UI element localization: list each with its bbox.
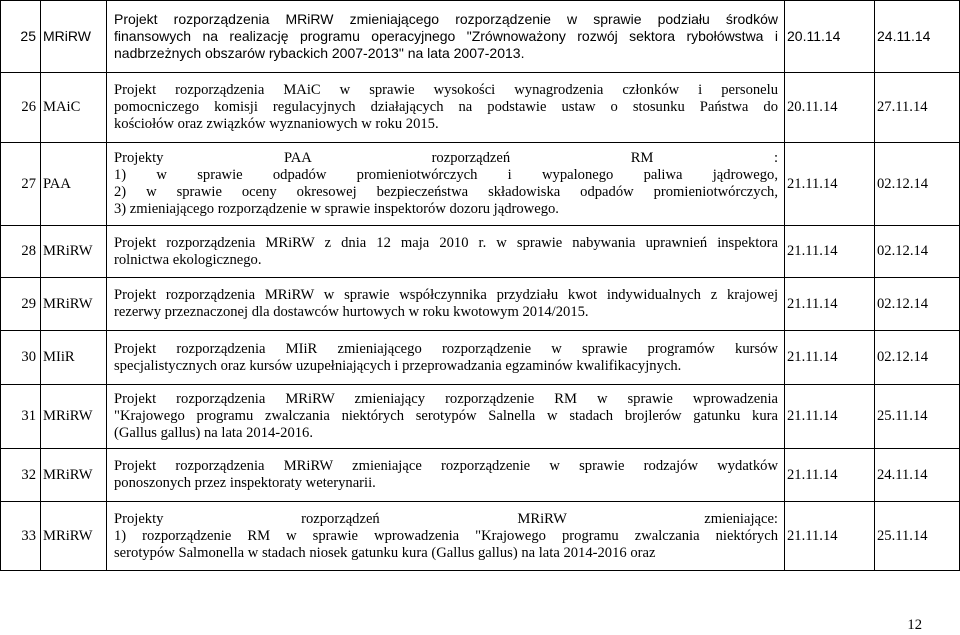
row-description [107, 385, 785, 449]
row-date-received: 21.11.14 [785, 502, 875, 571]
table-row [1, 449, 960, 502]
row-number: 29 [1, 278, 41, 331]
row-number: 25 [1, 1, 41, 73]
description-line: Projekty PAA rozporządzeń RM : [114, 150, 778, 166]
row-number: 32 [1, 449, 41, 502]
row-number: 31 [1, 385, 41, 449]
description-line: ponoszonych przez inspektoraty weterynarii. [114, 475, 376, 491]
row-organ: MAiC [41, 73, 107, 143]
row-date-deadline: 02.12.14 [875, 143, 960, 226]
row-organ: MIiR [41, 331, 107, 385]
description-line: Projekty rozporządzeń MRiRW zmieniające: [114, 510, 778, 527]
description-line: Projekt rozporządzenia MRiRW w sprawie współczynnika przydziału kwot indywidualnych z krajowej [114, 287, 778, 303]
row-date-received: 20.11.14 [785, 1, 875, 73]
table-row [1, 502, 960, 571]
row-description [107, 73, 785, 143]
row-description [107, 449, 785, 502]
table-row [1, 1, 960, 73]
description-line: pomocniczego komisji regulacyjnych działających na podstawie ustaw o stosunku Państwa do [114, 99, 778, 115]
table-row [1, 331, 960, 385]
description-line: Projekt rozporządzenia MIiR zmieniającego rozporządzenie w sprawie programów kursów [114, 340, 778, 357]
row-date-received: 21.11.14 [785, 385, 875, 449]
description-line: Projekt rozporządzenia MRiRW zmieniającego rozporządzenie w sprawie podziału środków [114, 11, 778, 27]
row-date-deadline: 02.12.14 [875, 331, 960, 385]
row-description [107, 502, 785, 571]
description-line: (Gallus gallus) na lata 2014-2016. [114, 425, 313, 441]
row-number: 30 [1, 331, 41, 385]
table-row [1, 278, 960, 331]
row-date-deadline: 24.11.14 [875, 449, 960, 502]
row-date-deadline: 25.11.14 [875, 385, 960, 449]
row-date-deadline: 25.11.14 [875, 502, 960, 571]
row-date-deadline: 24.11.14 [875, 1, 960, 73]
row-organ: MRiRW [41, 502, 107, 571]
description-line: "Krajowego programu zwalczania niektórych serotypów Salnella w stadach brojlerów gatunku kura [114, 408, 778, 424]
row-description [107, 226, 785, 278]
description-line: 1) rozporządzenie RM w sprawie wprowadzenia "Krajowego programu zwalczania niektórych [114, 527, 778, 544]
row-date-deadline: 02.12.14 [875, 278, 960, 331]
row-date-deadline: 02.12.14 [875, 226, 960, 278]
row-number: 28 [1, 226, 41, 278]
description-line: 3) zmieniającego rozporządzenie w sprawie inspektorów dozoru jądrowego. [114, 201, 559, 217]
description-line: nadbrzeżnych obszarów rybackich 2007-2013" na lata 2007-2013. [114, 45, 525, 61]
row-organ: MRiRW [41, 449, 107, 502]
table-row [1, 143, 960, 226]
regulations-table-body [1, 1, 960, 571]
row-description [107, 331, 785, 385]
row-number: 26 [1, 73, 41, 143]
description-line: Projekt rozporządzenia MRiRW zmieniające rozporządzenie w sprawie rodzajów wydatków [114, 458, 778, 474]
row-organ: MRiRW [41, 1, 107, 73]
table-row [1, 385, 960, 449]
description-line: rolnictwa ekologicznego. [114, 251, 262, 268]
description-line: specjalistycznych oraz kursów uzupełniających i przeprowadzania egzaminów kwalifikacyjnych. [114, 357, 682, 374]
row-organ: PAA [41, 143, 107, 226]
description-line: Projekt rozporządzenia MRiRW zmieniający rozporządzenie RM w sprawie wprowadzenia [114, 391, 778, 407]
row-organ: MRiRW [41, 385, 107, 449]
row-number: 33 [1, 502, 41, 571]
row-organ: MRiRW [41, 226, 107, 278]
description-line: serotypów Salmonella w stadach niosek gatunku kura (Gallus gallus) na lata 2014-2016 oraz [114, 544, 656, 561]
description-line: finansowych na realizację programu operacyjnego "Zrównoważony rozwój sektora rybołówstwa i [114, 28, 778, 44]
description-line: rezerwy przeznaczonej dla dostawców hurtowych w roku kwotowym 2014/2015. [114, 304, 589, 320]
page-number: 12 [907, 617, 922, 633]
row-number: 27 [1, 143, 41, 226]
description-line: Projekt rozporządzenia MRiRW z dnia 12 maja 2010 r. w sprawie nabywania uprawnień inspektora [114, 234, 778, 251]
description-line: 1) w sprawie odpadów promieniotwórczych i wypalonego paliwa jądrowego, [114, 167, 778, 183]
row-description [107, 1, 785, 73]
row-date-received: 21.11.14 [785, 143, 875, 226]
row-description [107, 143, 785, 226]
row-date-received: 21.11.14 [785, 331, 875, 385]
row-date-received: 20.11.14 [785, 73, 875, 143]
description-line: kościołów oraz związków wyznaniowych w roku 2015. [114, 116, 439, 132]
table-row [1, 226, 960, 278]
row-date-received: 21.11.14 [785, 226, 875, 278]
row-organ: MRiRW [41, 278, 107, 331]
row-description [107, 278, 785, 331]
row-date-received: 21.11.14 [785, 449, 875, 502]
row-date-deadline: 27.11.14 [875, 73, 960, 143]
description-line: 2) w sprawie oceny okresowej bezpieczeństwa składowiska odpadów promieniotwórczych, [114, 184, 778, 200]
description-line: Projekt rozporządzenia MAiC w sprawie wysokości wynagrodzenia członków i personelu [114, 82, 778, 98]
row-date-received: 21.11.14 [785, 278, 875, 331]
table-row [1, 73, 960, 143]
